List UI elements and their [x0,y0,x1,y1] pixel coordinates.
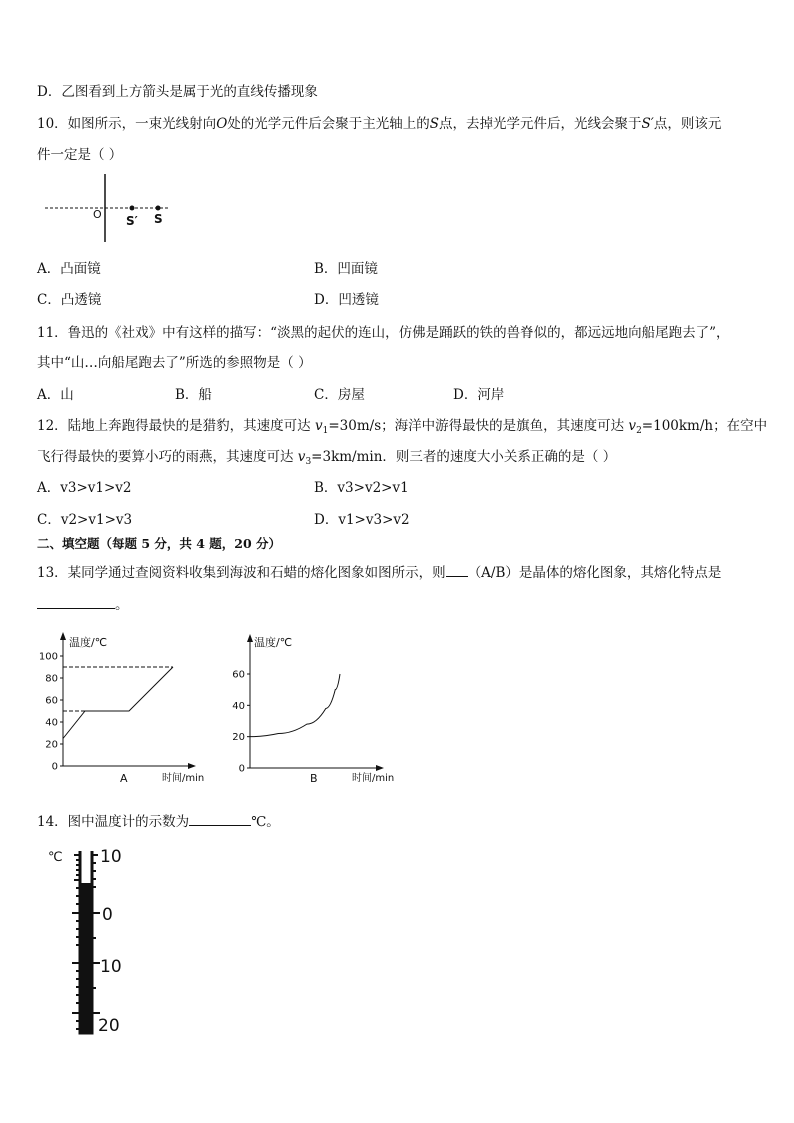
q11-stem-line1: 11．鲁迅的《社戏》中有这样的描写：“淡黑的起伏的连山，仿佛是踊跃的铁的兽脊似的，都远远地向船尾跑去了”， [37,325,730,341]
chart-a [40,628,220,788]
chart-a-ytick-label: 100 [38,651,58,663]
q11-stem-line2: 其中“山…向船尾跑去了”所选的参照物是（ ） [37,355,312,371]
q10-option-c: C．凸透镜 [37,292,102,308]
q13-blank-2[interactable] [37,594,115,609]
q12-option-a: A．v3>v1>v2 [37,480,132,496]
chart-a-y-arrow [60,632,66,640]
thermometer-liquid [80,883,92,1033]
chart-a-ytick-label: 80 [45,673,58,685]
q12-stem-line2: 飞行得最快的要算小巧的雨燕，其速度可达 $v_3=3km/\min$．则三者的速度大小关系正确的是（ ） [37,449,617,467]
chart-b-ytick-label: 20 [232,732,245,744]
q10-option-b: B．凹面镜 [314,261,378,277]
q11-option-d: D．河岸 [453,387,505,403]
chart-b-ytick-label: 0 [238,763,245,775]
q13-stem: 13．某同学通过查阅资料收集到海波和石蜡的熔化图象如图所示，则 （A/B）是晶体的熔化图象，其熔化特点是 [37,562,721,582]
thermometer-label-20: 20 [98,1016,120,1036]
thermometer-label-0: 0 [102,905,113,925]
thermometer-label-10-top: 10 [100,847,122,867]
q10-stem-line2: 件一定是（ ） [37,147,123,163]
chart-a-name: A [120,772,128,785]
q10-option-d: D．凹透镜 [314,292,379,308]
chart-b-series-line [250,674,340,737]
chart-a-x-arrow [188,763,196,769]
q10-option-a: A．凸面镜 [37,261,101,277]
q12-option-c: C．v2>v1>v3 [37,512,133,528]
thermometer-unit: ℃ [48,850,63,865]
q12-stem-line1: 12．陆地上奔跑得最快的是猎豹，其速度可达 $v_1=30m/s$；海洋中游得最快的是旗鱼，其速度可达 $v_2=100km/h$；在空中 [37,418,768,436]
section-2-title: 二、填空题（每题 5 分，共 4 题，20 分） [37,536,282,551]
point-o-label: O [93,208,102,221]
chart-b-x-arrow [376,765,384,771]
chart-b-name: B [310,772,318,785]
q11-option-a: A．山 [37,387,74,403]
q10-optics-figure [40,168,200,248]
chart-a-ytick-label: 0 [51,761,58,773]
thermometer-label-10-bottom: 10 [100,957,122,977]
q14-stem: 14．图中温度计的示数为 ℃。 [37,811,280,831]
chart-a-ytick-label: 40 [45,717,58,729]
point-s [156,206,161,211]
chart-b-ylabel: 温度/℃ [254,636,293,649]
point-s-prime-label: S′ [126,214,138,228]
q13-stem-line2: 。 [37,594,129,614]
chart-a-xlabel: 时间/min [162,773,205,784]
chart-a-ytick-label: 20 [45,739,58,751]
q12-option-d: D．v1>v3>v2 [314,512,410,528]
chart-a-ytick-label: 60 [45,695,58,707]
chart-a-series-line [63,667,173,739]
chart-a-ylabel: 温度/℃ [69,636,108,649]
q10-stem-line1: 10．如图所示，一束光线射向O处的光学元件后会聚于主光轴上的S点，去掉光学元件后，光线会聚于S′点，则该元 [37,116,722,132]
q12-option-b: B．v3>v2>v1 [314,480,409,496]
chart-b-y-arrow [247,634,253,642]
point-s-prime [130,206,135,211]
q11-option-c: C．房屋 [314,387,365,403]
point-s-label: S [154,212,163,226]
q9-option-d: D．乙图看到上方箭头是属于光的直线传播现象 [37,84,318,100]
q11-option-b: B．船 [175,387,212,403]
chart-b-xlabel: 时间/min [352,773,395,784]
q14-blank[interactable] [189,811,251,826]
q13-blank-1[interactable] [446,562,468,577]
chart-b-ytick-label: 60 [232,669,245,681]
thermometer [44,843,154,1036]
chart-b [228,628,408,788]
chart-b-ytick-label: 40 [232,700,245,712]
